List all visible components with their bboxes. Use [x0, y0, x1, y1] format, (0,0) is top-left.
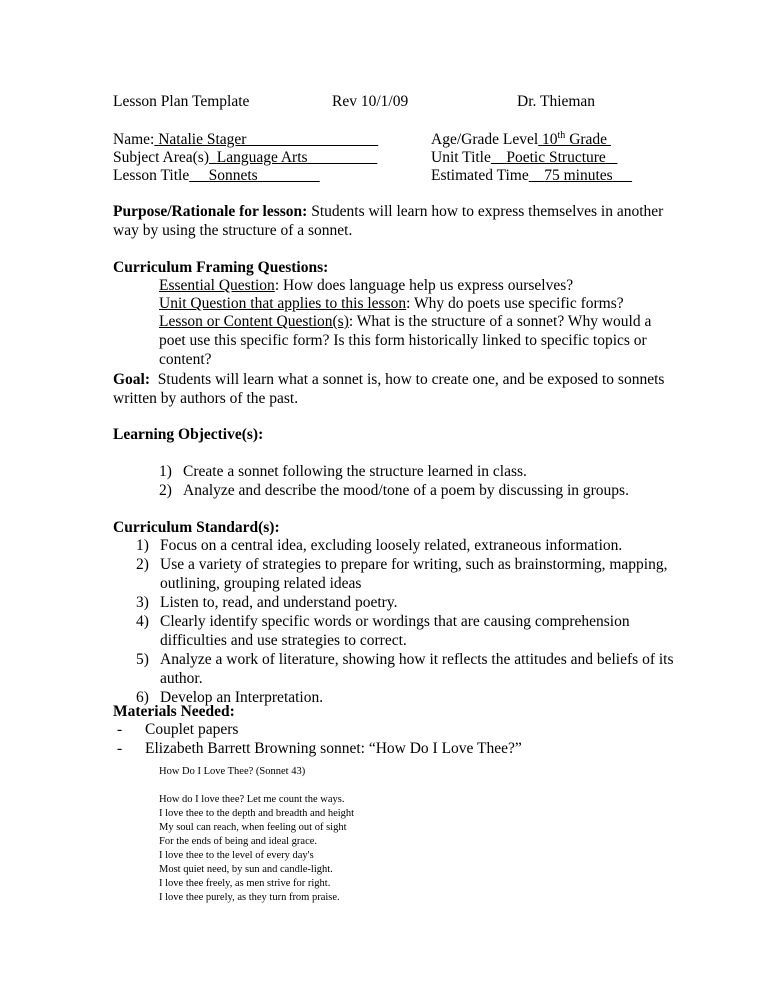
- revision-date: Rev 10/1/09: [332, 93, 409, 110]
- standards-list: [136, 536, 676, 707]
- list-item: 5) Analyze a work of literature, showing how it reflects the attitudes and beliefs of its author.: [136, 651, 674, 687]
- goal-label: Goal:: [113, 371, 151, 388]
- essential-question: [159, 276, 679, 295]
- objectives-heading: Learning Objective(s):: [113, 426, 264, 443]
- list-item: - Elizabeth Barrett Browning sonnet: “How Do I Love Thee?”: [117, 740, 522, 757]
- essential-question-label: Essential Question: [159, 277, 275, 294]
- materials-heading: Materials Needed:: [113, 703, 235, 720]
- list-item: 6) Develop an Interpretation.: [136, 689, 324, 706]
- list-item: - Couplet papers: [117, 721, 239, 738]
- list-item: 1) Create a sonnet following the structure learned in class.: [159, 463, 527, 480]
- purpose-section: [113, 202, 673, 240]
- name-value: Natalie Stager: [158, 131, 247, 148]
- list-item: 3) Listen to, read, and understand poetry.: [136, 594, 398, 611]
- lesson-title-value: Sonnets: [208, 167, 258, 184]
- name-label: Name:: [113, 131, 155, 148]
- poem-line: For the ends of being and ideal grace.: [159, 836, 318, 847]
- unit-title-row: [431, 148, 617, 167]
- standards-heading: Curriculum Standard(s):: [113, 519, 280, 536]
- poem-line: Most quiet need, by sun and candle-light.: [159, 864, 333, 875]
- unit-question-label: Unit Question that applies to this lesson: [159, 295, 407, 312]
- lesson-question: [159, 312, 679, 369]
- unit-title-value: Poetic Structure: [506, 149, 606, 166]
- poem-title: How Do I Love Thee? (Sonnet 43): [159, 766, 306, 777]
- goal-text: Students will learn what a sonnet is, how to create one, and be exposed to sonnets written by authors of the past.: [113, 371, 665, 407]
- list-item: 1) Focus on a central idea, excluding loosely related, extraneous information.: [136, 537, 623, 554]
- author-name: Dr. Thieman: [517, 93, 596, 110]
- estimated-time-label: Estimated Time: [431, 167, 529, 184]
- subject-label: Subject Area(s): [113, 149, 209, 166]
- lesson-question-text: : What is the structure of a sonnet? Why would a poet use this specific form? Is this form historically linked to specific topics or content?: [159, 313, 652, 368]
- poem-line: I love thee to the depth and breadth and height: [159, 808, 355, 819]
- subject-row: [113, 148, 377, 167]
- unit-title-label: Unit Title: [431, 149, 491, 166]
- grade-label: Age/Grade Level: [431, 131, 539, 148]
- objectives-list: [159, 462, 679, 500]
- unit-question-text: : Why do poets use specific forms?: [406, 295, 624, 312]
- purpose-label: Purpose/Rationale for lesson:: [113, 203, 308, 220]
- list-item: 4) Clearly identify specific words or wordings that are causing comprehension difficulties and use strategies to correct.: [136, 613, 630, 649]
- list-item: 2) Analyze and describe the mood/tone of a poem by discussing in groups.: [159, 482, 629, 499]
- name-row: [113, 130, 378, 149]
- essential-question-text: : How does language help us express ourselves?: [274, 277, 574, 294]
- lesson-title-row: [113, 166, 320, 185]
- poem-line: My soul can reach, when feeling out of sight: [159, 822, 347, 833]
- estimated-time-row: [431, 166, 632, 185]
- lesson-question-label: Lesson or Content Question(s): [159, 313, 349, 330]
- poem-line: I love thee to the level of every day's: [159, 850, 314, 861]
- poem-line: I love thee purely, as they turn from praise.: [159, 892, 340, 903]
- goal-section: [113, 370, 673, 408]
- lesson-title-label: Lesson Title: [113, 167, 190, 184]
- purpose-text: Students will learn how to express themselves in another way by using the structure of a sonnet.: [113, 203, 664, 239]
- estimated-time-value: 75 minutes: [544, 167, 613, 184]
- grade-value: 10th Grade: [542, 129, 608, 148]
- materials-list: [113, 720, 673, 758]
- template-title: Lesson Plan Template: [113, 93, 250, 110]
- subject-value: Language Arts: [216, 149, 308, 166]
- framing-heading: Curriculum Framing Questions:: [113, 259, 329, 276]
- unit-question: [159, 294, 679, 313]
- poem-line: I love thee freely, as men strive for right.: [159, 878, 331, 889]
- list-item: 2) Use a variety of strategies to prepare for writing, such as brainstorming, mapping, outlining, grouping related ideas: [136, 556, 668, 592]
- poem-line: How do I love thee? Let me count the ways.: [159, 794, 345, 805]
- poem-text: [159, 793, 354, 905]
- grade-row: [431, 130, 611, 149]
